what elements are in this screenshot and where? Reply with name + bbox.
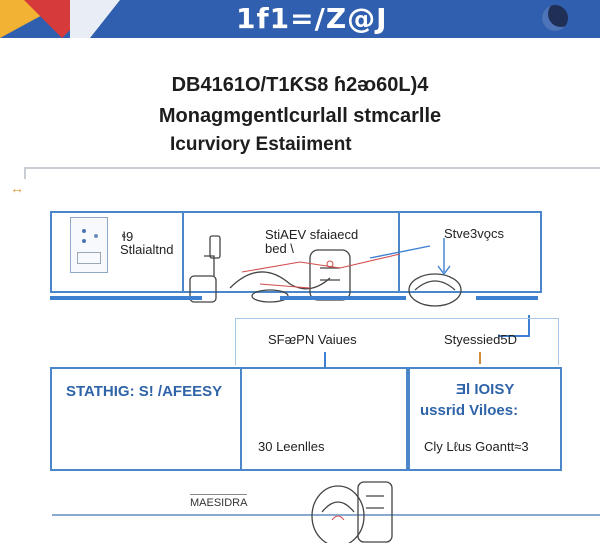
row1-left-label-2: Stlaialtnd xyxy=(120,242,174,257)
section-divider xyxy=(24,167,600,169)
row1-mid-label-2: bed \ xyxy=(265,241,294,256)
mid-box-value: 30 Leenlles xyxy=(258,439,325,454)
banner-title: 1f1=/Z@J xyxy=(236,2,388,35)
page-title-line2: Monagmgentlcurlall stmcarlle xyxy=(158,105,442,127)
page-title-line3: Icurviory Estaiiment xyxy=(170,134,352,155)
right-box-line2: ussrid Viloes: xyxy=(420,402,519,419)
document-icon xyxy=(70,217,108,273)
header-banner xyxy=(0,0,600,38)
flow-bar-left xyxy=(50,296,202,300)
status-box-middle xyxy=(240,367,408,471)
mid-right-label: Styessied5D xyxy=(444,332,517,347)
left-right-arrow-icon[interactable]: ↔ xyxy=(10,180,24,196)
mid-center-label: SFᴂPN Vaiues xyxy=(268,332,357,347)
row1-left-label-1: ɬ9 xyxy=(122,229,134,244)
flow-bar-right xyxy=(476,296,538,300)
bottom-tag: MAESIDRA xyxy=(190,494,247,509)
row1-mid-label-1: StiAEV sfaiaecd xyxy=(265,227,359,242)
row1-right-label: Stve3vo̧cs xyxy=(444,226,504,241)
right-box-line1: Ǝl IOISY xyxy=(456,381,515,398)
right-box-value: Cly Lℓus Goantt≈3 xyxy=(424,439,529,454)
bottom-machine-sketch xyxy=(288,472,428,543)
divider-corner xyxy=(24,167,32,179)
machinery-sketch xyxy=(170,228,490,328)
moon-dot-icon[interactable] xyxy=(542,5,568,31)
left-box-title: STATHIG: S! /AFEESY xyxy=(66,383,223,400)
page-title-line1: DB4161O/T1ƘS8 ɦ2ᴔ60L)4 xyxy=(171,74,429,96)
network-dots-icon xyxy=(82,229,86,233)
flow-bar-mid xyxy=(280,296,406,300)
